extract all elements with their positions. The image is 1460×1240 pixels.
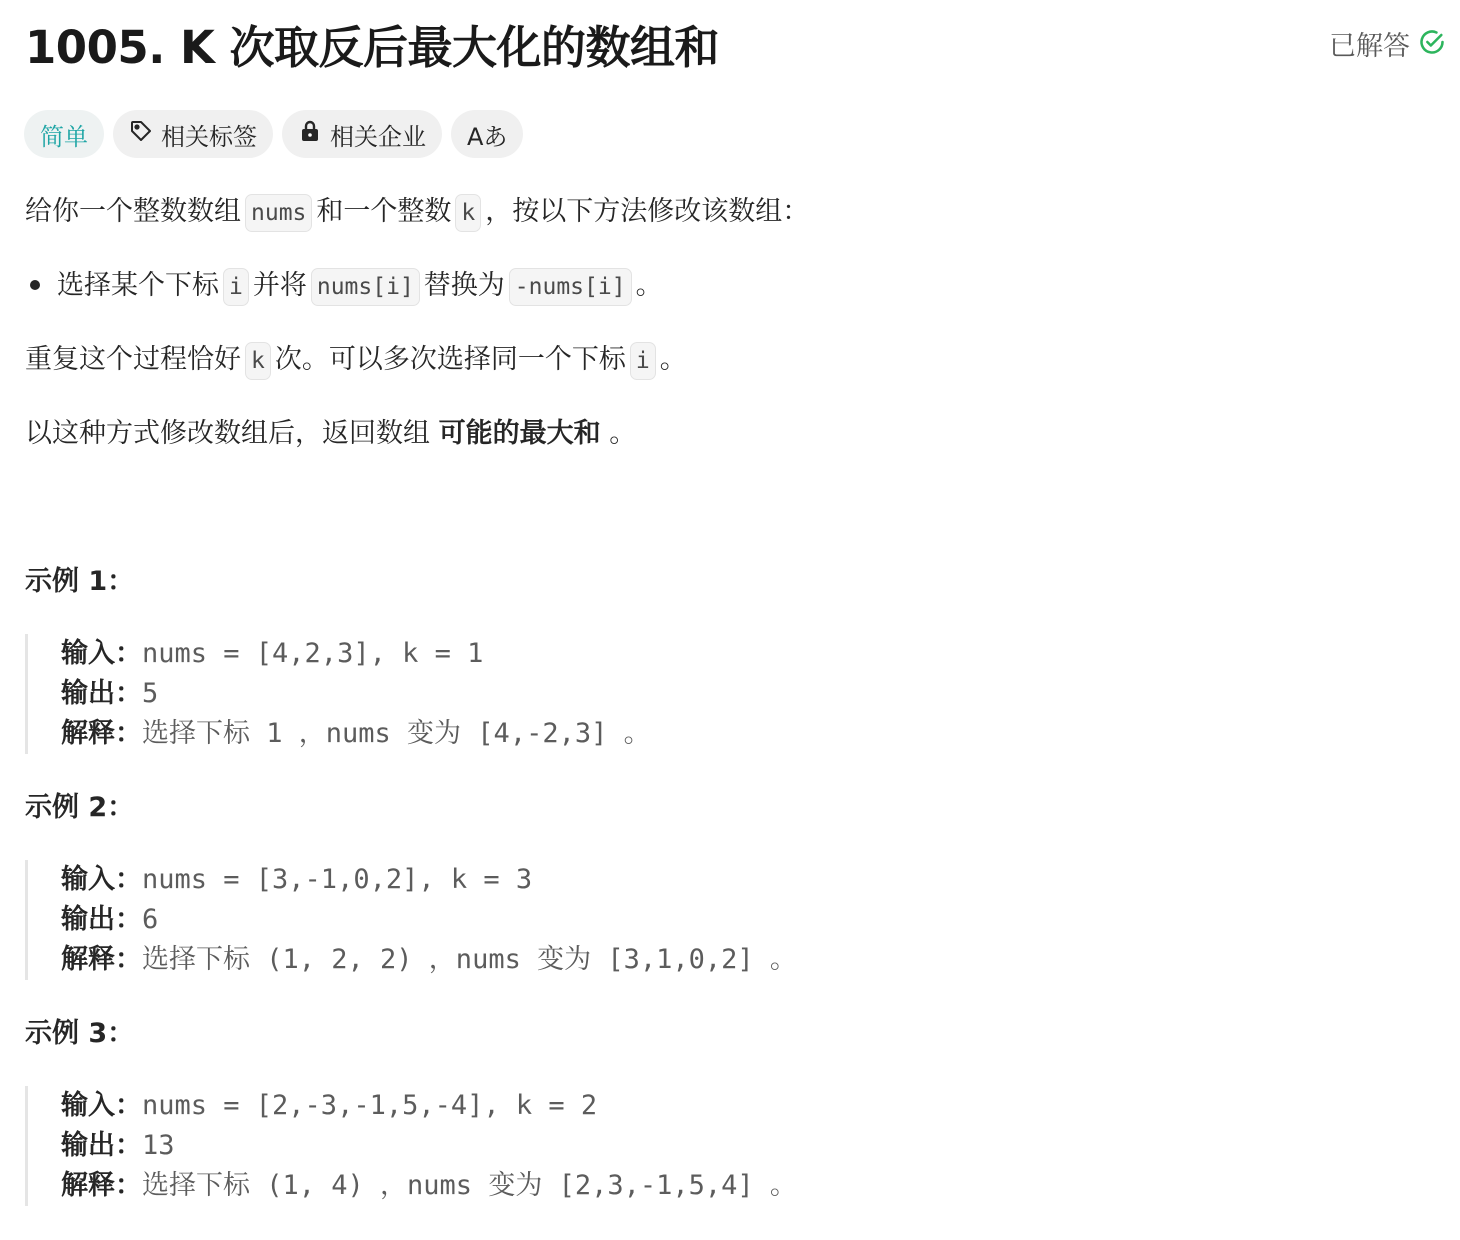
example-output xyxy=(61,900,925,940)
explain-text: 选择下标 xyxy=(142,718,250,749)
example-block xyxy=(25,1086,925,1206)
tag-row xyxy=(24,110,523,158)
description-list-item xyxy=(57,266,663,306)
example-title: 示例 3： xyxy=(25,1018,135,1049)
related-topics-button[interactable] xyxy=(113,110,273,158)
explain-label: 解释： xyxy=(61,1170,142,1201)
example-title: 示例 2： xyxy=(25,792,135,823)
explain-text: 变为 xyxy=(407,718,462,749)
example-output xyxy=(61,1126,925,1166)
description-paragraph-1 xyxy=(25,192,809,232)
input-value: nums = [3,-1,0,2], k = 3 xyxy=(142,864,533,895)
bullet-dot xyxy=(30,280,40,290)
text: 并将 xyxy=(252,270,307,301)
translate-icon: Aあ xyxy=(467,122,508,151)
tag-icon xyxy=(129,119,153,149)
inline-code: k xyxy=(245,342,271,380)
example-output xyxy=(61,674,925,714)
difficulty-label: 简单 xyxy=(40,122,88,151)
explain-text: [2,3,-1,5,4] 。 xyxy=(542,1170,797,1201)
output-label: 输出： xyxy=(61,1130,142,1161)
example-title: 示例 1： xyxy=(25,566,135,597)
input-label: 输入： xyxy=(61,864,142,895)
problem-title: 1005. K 次取反后最大化的数组和 xyxy=(25,21,720,74)
inline-code: k xyxy=(455,194,481,232)
example-block xyxy=(25,634,925,754)
inline-code: nums[i] xyxy=(311,268,420,306)
example-input xyxy=(61,860,925,900)
example-explanation xyxy=(61,940,925,980)
output-value: 6 xyxy=(142,904,159,935)
description-paragraph-3 xyxy=(25,414,636,454)
related-companies-label: 相关企业 xyxy=(330,122,426,151)
text: 给你一个整数数组 xyxy=(25,196,241,227)
explain-label: 解释： xyxy=(61,944,142,975)
example-explanation xyxy=(61,1166,925,1206)
text: 。 xyxy=(609,418,637,449)
check-circle-icon xyxy=(1418,28,1446,66)
solved-label: 已解答 xyxy=(1329,31,1410,62)
solved-status xyxy=(1329,28,1446,66)
output-value: 13 xyxy=(142,1130,175,1161)
inline-code: -nums[i] xyxy=(509,268,632,306)
input-value: nums = [4,2,3], k = 1 xyxy=(142,638,484,669)
explain-text: 选择下标 xyxy=(142,944,250,975)
emphasis-text: 可能的最大和 xyxy=(438,418,601,449)
description-paragraph-2 xyxy=(25,340,687,380)
text: 重复这个过程恰好 xyxy=(25,344,241,375)
explain-text: (1, 4) ，nums xyxy=(250,1170,489,1201)
text: ，按以下方法修改该数组： xyxy=(485,196,810,227)
explain-text: 变为 xyxy=(488,1170,543,1201)
explain-text: 变为 xyxy=(537,944,592,975)
output-value: 5 xyxy=(142,678,159,709)
explain-label: 解释： xyxy=(61,718,142,749)
example-input xyxy=(61,1086,925,1126)
related-topics-label: 相关标签 xyxy=(161,122,257,151)
difficulty-badge[interactable] xyxy=(24,110,104,158)
explain-text: 1 ，nums xyxy=(250,718,408,749)
text: 次。可以多次选择同一个下标 xyxy=(274,344,626,375)
example-block xyxy=(25,860,925,980)
explain-text: [3,1,0,2] 。 xyxy=(591,944,797,975)
text: 选择某个下标 xyxy=(57,270,219,301)
output-label: 输出： xyxy=(61,678,142,709)
example-input xyxy=(61,634,925,674)
explain-text: [4,-2,3] 。 xyxy=(461,718,651,749)
text: 。 xyxy=(659,344,687,375)
example-explanation xyxy=(61,714,925,754)
explain-text: (1, 2, 2) ，nums xyxy=(250,944,538,975)
output-label: 输出： xyxy=(61,904,142,935)
inline-code: i xyxy=(630,342,656,380)
text: 。 xyxy=(635,270,663,301)
input-label: 输入： xyxy=(61,638,142,669)
related-companies-button[interactable] xyxy=(282,110,442,158)
text: 替换为 xyxy=(423,270,505,301)
input-label: 输入： xyxy=(61,1090,142,1121)
text: 和一个整数 xyxy=(316,196,452,227)
inline-code: i xyxy=(223,268,249,306)
input-value: nums = [2,-3,-1,5,-4], k = 2 xyxy=(142,1090,598,1121)
text: 以这种方式修改数组后，返回数组 xyxy=(25,418,430,449)
inline-code: nums xyxy=(245,194,312,232)
explain-text: 选择下标 xyxy=(142,1170,250,1201)
translate-button[interactable] xyxy=(451,110,523,158)
lock-icon xyxy=(298,119,322,149)
